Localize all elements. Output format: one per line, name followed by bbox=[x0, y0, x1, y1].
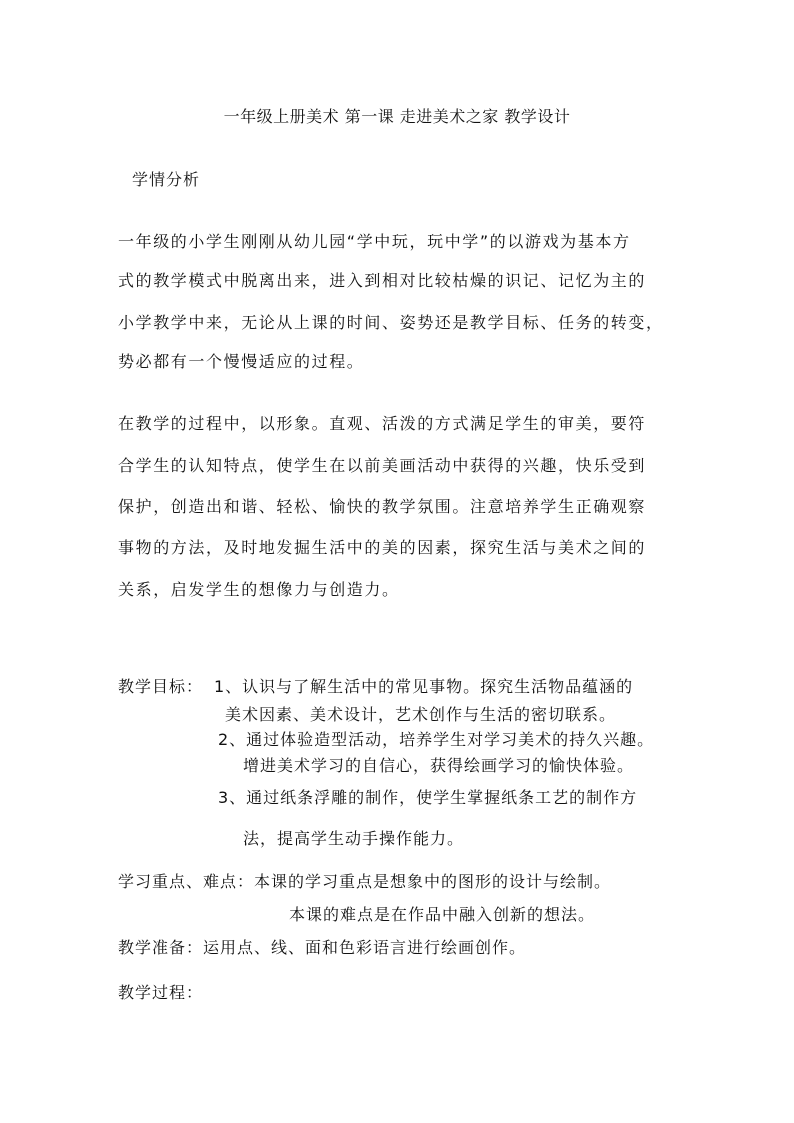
section-heading: 学情分析 bbox=[132, 170, 201, 189]
objective-line: 法，提高学生动手操作能力。 bbox=[243, 829, 465, 848]
objective-line: 增进美术学习的自信心，获得绘画学习的愉快体验。 bbox=[243, 756, 635, 775]
paragraph-line: 保护，创造出和谐、轻松、愉快的教学氛围。注意培养学生正确观察 bbox=[118, 497, 647, 516]
paragraph-line: 事物的方法，及时地发掘生活中的美的因素，探究生活与美术之间的 bbox=[118, 538, 647, 557]
paragraph-line: 小学教学中来，无论从上课的时间、姿势还是教学目标、任务的转变， bbox=[118, 313, 664, 332]
objective-line: 1、认识与了解生活中的常见事物。探究生活物品蕴涵的 bbox=[214, 677, 634, 696]
objectives-label: 教学目标： bbox=[118, 677, 204, 696]
paragraph-line: 势必都有一个慢慢适应的过程。 bbox=[118, 352, 365, 371]
objective-line: 美术因素、美术设计，艺术创作与生活的密切联系。 bbox=[225, 705, 617, 724]
objective-line: 2、通过体验造型活动，培养学生对学习美术的持久兴趣。 bbox=[218, 730, 655, 749]
paragraph-line: 一年级的小学生刚刚从幼儿园“学中玩，玩中学”的以游戏为基本方 bbox=[118, 232, 631, 251]
key-points-line: 学习重点、难点：本课的学习重点是想象中的图形的设计与绘制。 bbox=[118, 872, 612, 891]
paragraph-line: 关系，启发学生的想像力与创造力。 bbox=[118, 580, 400, 599]
paragraph-line: 在教学的过程中，以形象。直观、活泼的方式满足学生的审美，要符 bbox=[118, 414, 647, 433]
paragraph-line: 合学生的认知特点，使学生在以前美画活动中获得的兴趣，快乐受到 bbox=[118, 456, 647, 475]
paragraph-line: 式的教学模式中脱离出来，进入到相对比较枯燥的识记、记忆为主的 bbox=[118, 271, 647, 290]
document-title: 一年级上册美术 第一课 走进美术之家 教学设计 bbox=[223, 107, 571, 126]
objective-line: 3、通过纸条浮雕的制作，使学生掌握纸条工艺的制作方 bbox=[218, 788, 638, 807]
preparation-line: 教学准备：运用点、线、面和色彩语言进行绘画创作。 bbox=[118, 938, 527, 957]
key-points-line: 本课的难点是在作品中融入创新的想法。 bbox=[289, 905, 596, 924]
process-heading: 教学过程： bbox=[118, 983, 204, 1002]
